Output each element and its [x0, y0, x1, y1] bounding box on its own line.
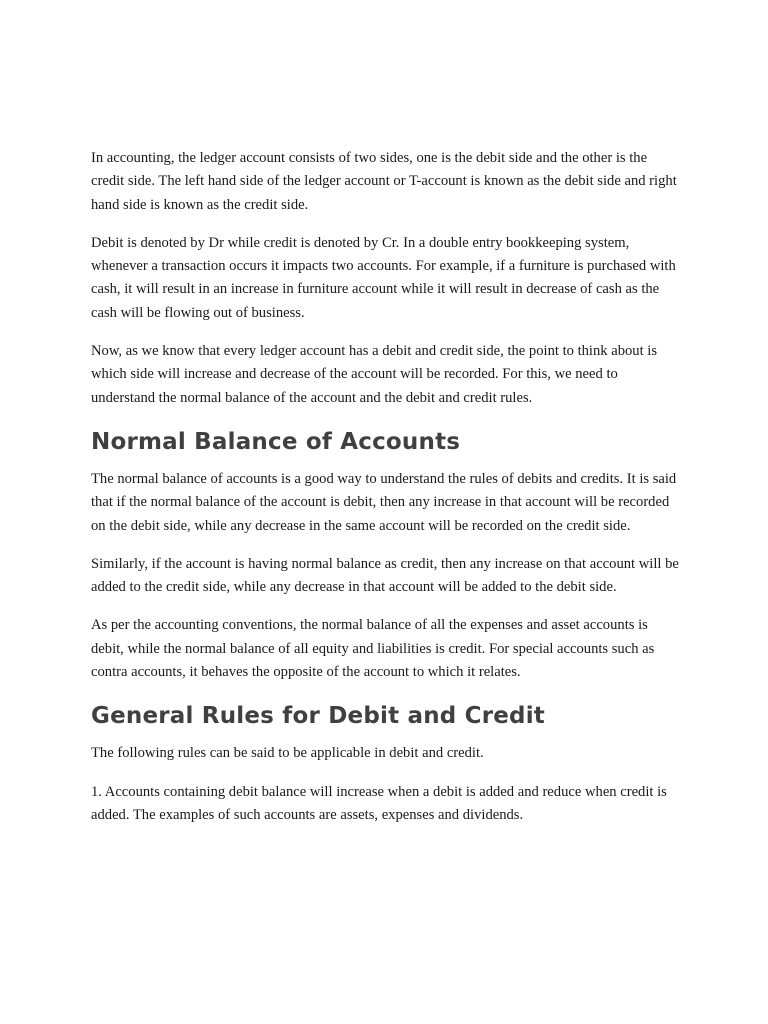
intro-paragraph-3: Now, as we know that every ledger account has a debit and credit side, the point to think about is which side will increase and decrease of the account will be recorded. For this, we need to understand the normal balance of the account and the debit and credit rules. — [91, 343, 658, 406]
normal-balance-paragraph-1: The normal balance of accounts is a good way to understand the rules of debits and credits. It is said that if the normal balance of the account is debit, then any increase in that account will be recorded on the debit side, while any decrease in the same account will be recorded on the credit side. — [91, 470, 677, 534]
normal-balance-paragraph-2: Similarly, if the account is having normal balance as credit, then any increase on that account will be added to the credit side, while any decrease in that account will be added to the debit side. — [91, 555, 679, 596]
normal-balance-paragraph-3: As per the accounting conventions, the normal balance of all the expenses and asset accounts is debit, while the normal balance of all equity and liabilities is credit. For special accounts such as contra accounts, it behaves the opposite of the account to which it relates. — [91, 617, 655, 681]
general-rules-heading: General Rules for Debit and Credit — [91, 703, 545, 730]
general-rules-paragraph-2: 1. Accounts containing debit balance will increase when a debit is added and reduce when credit is added. The examples of such accounts are assets, expenses and dividends. — [91, 783, 667, 823]
document-page — [91, 147, 681, 842]
intro-paragraph-2: Debit is denoted by Dr while credit is denoted by Cr. In a double entry bookkeeping system, whenever a transaction occurs it impacts two accounts. For example, if a furniture is purchased with cash, it will result in an increase in furniture account while it will result in decrease of cash as the cash will be flowing out of business. — [91, 234, 676, 321]
normal-balance-heading: Normal Balance of Accounts — [91, 428, 461, 455]
general-rules-paragraph-1: The following rules can be said to be applicable in debit and credit. — [91, 745, 484, 762]
intro-paragraph-1: In accounting, the ledger account consists of two sides, one is the debit side and the other is the credit side. The left hand side of the ledger account or T-account is known as the debit side and right hand side is known as the credit side. — [91, 150, 677, 213]
